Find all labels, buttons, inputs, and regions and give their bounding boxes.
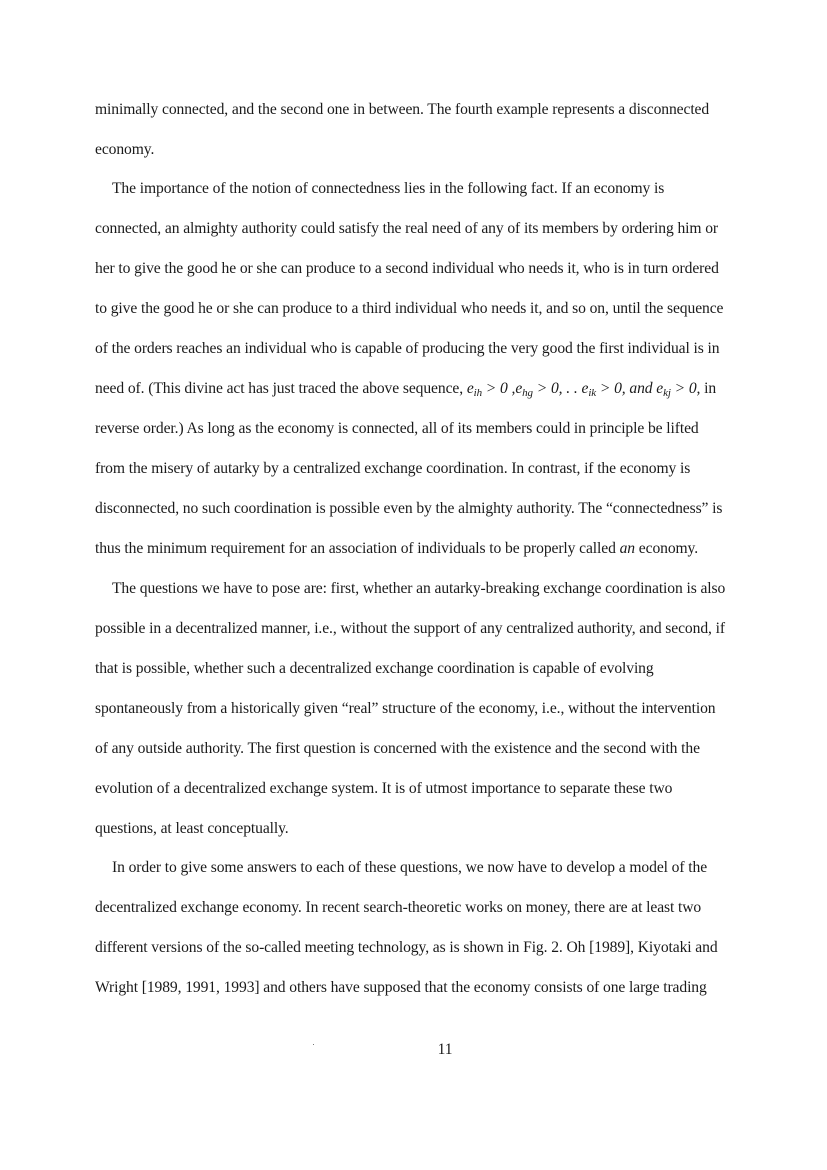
text-line: The questions we have to pose are: first, whether an autarky-breaking exchange coordination is also [112, 580, 726, 597]
math-relation: > 0, [670, 380, 701, 397]
text-line: connected, an almighty authority could satisfy the real need of any of its members by ordering him or [95, 220, 719, 237]
text-line: The importance of the notion of connectedness lies in the following fact. If an economy is [112, 180, 665, 197]
scan-speck [313, 1044, 314, 1045]
text-line: questions, at least conceptually. [95, 820, 289, 837]
text-line: economy. [95, 141, 155, 158]
math-subscript: kj [663, 387, 671, 399]
math-variable: e [515, 380, 523, 397]
text-line: possible in a decentralized manner, i.e., without the support of any centralized authority, and second, if [95, 620, 725, 637]
text-line: decentralized exchange economy. In recent search-theoretic works on money, there are at least two [95, 899, 702, 916]
math-variable: e [581, 380, 589, 397]
math-variable: e [466, 380, 474, 397]
text-line: minimally connected, and the second one in between. The fourth example represents a disconnected [95, 101, 710, 118]
text-line: of the orders reaches an individual who is capable of producing the very good the first individual is in [95, 340, 720, 357]
math-relation: > 0 , [482, 380, 516, 397]
page-number: 11 [437, 1041, 453, 1058]
text-line: evolution of a decentralized exchange system. It is of utmost importance to separate these two [95, 780, 673, 797]
text-line: spontaneously from a historically given “real” structure of the economy, i.e., without the intervention [95, 700, 716, 717]
text-line: that is possible, whether such a decentralized exchange coordination is capable of evolving [95, 660, 654, 677]
math-subscript: ih [473, 387, 482, 399]
text-line: disconnected, no such coordination is possible even by the almighty authority. The “connectedness” is [95, 500, 723, 517]
text-line [95, 539, 698, 559]
text-segment: in [700, 380, 717, 397]
text-line: her to give the good he or she can produce to a second individual who needs it, who is in turn ordered [95, 260, 719, 277]
text-line: of any outside authority. The first question is concerned with the existence and the second with the [95, 740, 700, 757]
text-line: In order to give some answers to each of these questions, we now have to develop a model of the [112, 859, 708, 876]
text-line: Wright [1989, 1991, 1993] and others have supposed that the economy consists of one large trading [95, 979, 707, 996]
text-segment: need of. (This divine act has just traced the above sequence, [95, 380, 467, 397]
math-variable: e [656, 380, 664, 397]
math-subscript: ik [588, 387, 597, 399]
math-relation: > 0, . . [532, 380, 582, 397]
emphasized-word: an [619, 540, 635, 557]
math-text-line [95, 379, 716, 399]
text-line: to give the good he or she can produce to a third individual who needs it, and so on, until the sequence [95, 300, 724, 317]
text-line: reverse order.) As long as the economy is connected, all of its members could in principle be lifted [95, 420, 699, 437]
text-line: different versions of the so-called meeting technology, as is shown in Fig. 2. Oh [1989], Kiyotaki and [95, 939, 718, 956]
math-subscript: hg [522, 387, 533, 399]
text-line: from the misery of autarky by a centralized exchange coordination. In contrast, if the economy is [95, 460, 691, 477]
text-segment: thus the minimum requirement for an association of individuals to be properly called [95, 540, 620, 557]
text-segment: economy. [635, 540, 699, 557]
math-relation: > 0, and [596, 380, 657, 397]
